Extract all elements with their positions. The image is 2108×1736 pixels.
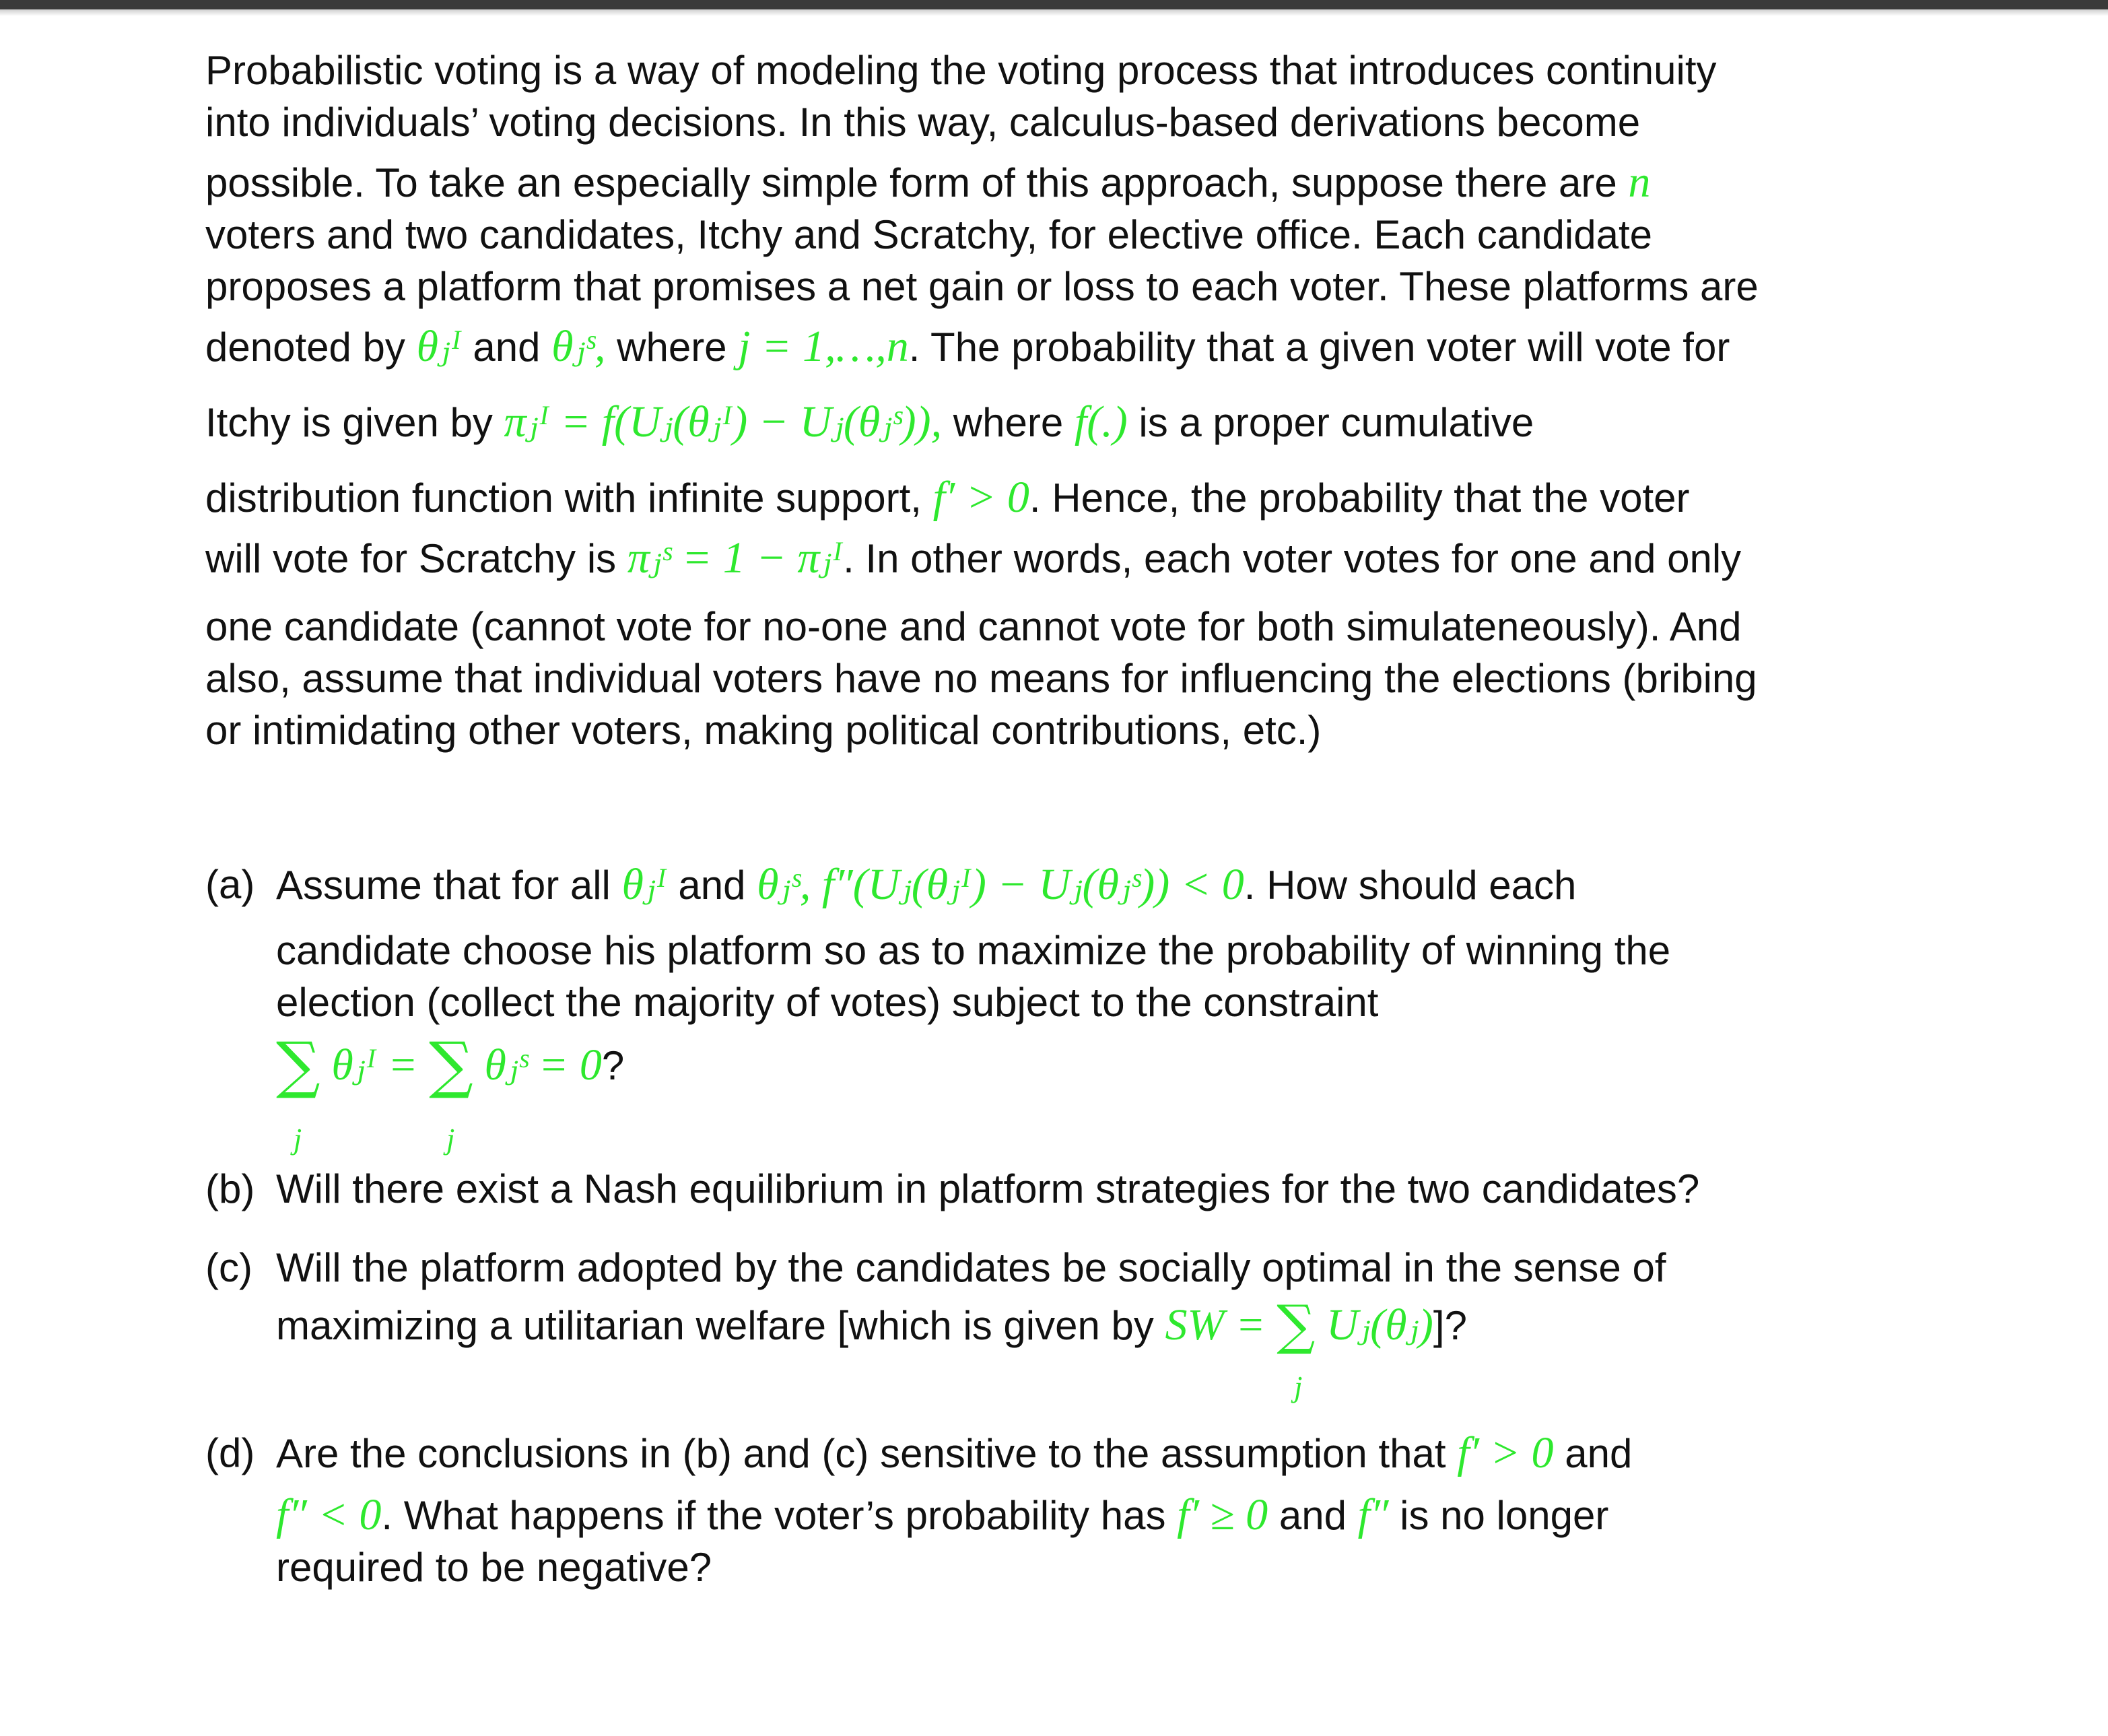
intro-line-8-a: distribution function with infinite support,: [205, 475, 922, 521]
math-utility: Uⱼ(θⱼ): [1326, 1300, 1433, 1349]
question-a-end: ?: [601, 1043, 625, 1088]
sigma-glyph-1: ∑: [276, 1029, 320, 1101]
intro-line-3-text: possible. To take an especially simple form of this approach, suppose there are: [205, 160, 1617, 205]
sum-index-1: j: [294, 1123, 302, 1156]
intro-line-11: also, assume that individual voters have no means for influencing the elections (bribing: [205, 656, 1757, 701]
window-top-bar: [0, 0, 2108, 9]
intro-line-7-b: where: [953, 400, 1064, 445]
math-f-prime-positive: f′ > 0: [932, 473, 1029, 522]
math-j-range: j = 1,…,n: [738, 322, 909, 371]
intro-line-12: or intimidating other voters, making political contributions, etc.): [205, 708, 1322, 753]
intro-paragraph: [205, 44, 1915, 756]
question-d-line-1-a: Are the conclusions in (b) and (c) sensitive to the assumption that: [276, 1431, 1446, 1476]
sum-symbol-2: [429, 1028, 473, 1156]
intro-line-10: one candidate (cannot vote for no-one and cannot vote for both simulateneously). And: [205, 604, 1742, 649]
math-d-f-prime: f′ > 0: [1457, 1428, 1554, 1477]
intro-line-9: [205, 532, 1915, 585]
question-d-line-1-b: and: [1565, 1431, 1633, 1476]
intro-line-2: into individuals’ voting decisions. In this way, calculus-based derivations become: [205, 100, 1641, 145]
question-b-text: Will there exist a Nash equilibrium in platform strategies for the two candidates?: [276, 1166, 1700, 1211]
question-list: [205, 859, 1915, 1620]
sum-symbol-welfare: [1277, 1294, 1316, 1403]
question-a-constraint: [276, 1028, 1915, 1156]
question-c-line-2-a: maximizing a utilitarian welfare [which is given by: [276, 1303, 1154, 1348]
intro-line-7-a: Itchy is given by: [205, 400, 493, 445]
question-b-body: [276, 1163, 1915, 1215]
math-d-f-double-prime: f″ < 0: [276, 1490, 382, 1539]
math-a-theta-i: θⱼᴵ: [621, 860, 667, 909]
question-a-label: (a): [205, 862, 255, 907]
math-prob-itchy: πⱼᴵ = f(Uⱼ(θⱼᴵ) − Uⱼ(θⱼˢ)),: [504, 397, 943, 446]
intro-line-3: [205, 156, 1915, 209]
sum-index-welfare: j: [1294, 1370, 1303, 1403]
math-sw: SW =: [1165, 1300, 1266, 1349]
intro-line-6-a: denoted by: [205, 325, 405, 370]
math-d-f-double-prime-2: f″: [1357, 1490, 1389, 1539]
question-c-line-2: [276, 1294, 1915, 1403]
sum-index-2: j: [446, 1123, 455, 1156]
question-a-line-3: election (collect the majority of votes) subject to the constraint: [276, 980, 1379, 1025]
question-d-line-2-c: is no longer: [1400, 1493, 1609, 1538]
question-a-line-1-b: and: [678, 863, 746, 908]
question-d-line-3: required to be negative?: [276, 1545, 712, 1590]
question-d-line-2: [276, 1489, 1915, 1541]
question-d-label: (d): [205, 1430, 255, 1475]
intro-line-6-c: where: [617, 325, 727, 370]
intro-line-9-a: will vote for Scratchy is: [205, 536, 617, 581]
intro-line-8: [205, 471, 1915, 524]
math-sum-theta-s: θⱼˢ = 0: [484, 1040, 602, 1090]
sigma-glyph-2: ∑: [429, 1029, 473, 1101]
question-c-line-2-b: ]?: [1433, 1303, 1467, 1348]
intro-line-6: [205, 321, 1915, 373]
question-d-body: [276, 1427, 1915, 1593]
question-d-line-1: [276, 1427, 1915, 1479]
question-b: [205, 1163, 1915, 1215]
intro-line-6-b: and: [473, 325, 541, 370]
window-top-bar-shadow: [0, 9, 2108, 16]
question-a-body: [276, 859, 1915, 1156]
question-c: [205, 1242, 1915, 1403]
sum-symbol-1: [276, 1028, 320, 1156]
intro-line-4: voters and two candidates, Itchy and Scratchy, for elective office. Each candidate: [205, 212, 1652, 257]
question-b-label: (b): [205, 1166, 255, 1211]
question-a-line-1: [276, 859, 1915, 911]
intro-line-5: proposes a platform that promises a net gain or loss to each voter. These platforms are: [205, 264, 1759, 309]
question-a-line-1-a: Assume that for all: [276, 863, 611, 908]
math-prob-scratchy: πⱼˢ = 1 − πⱼᴵ: [627, 533, 844, 582]
question-c-label: (c): [205, 1245, 252, 1290]
math-a-second-derivative: θⱼˢ, f″(Uⱼ(θⱼᴵ) − Uⱼ(θⱼˢ)) < 0: [757, 860, 1244, 909]
question-d: [205, 1427, 1915, 1593]
math-d-f-prime-nonneg: f′ ≥ 0: [1177, 1490, 1268, 1539]
intro-line-7: [205, 396, 1915, 448]
question-d-line-2-b: and: [1279, 1493, 1347, 1538]
question-c-line-1: Will the platform adopted by the candidates be socially optimal in the sense of: [276, 1245, 1666, 1290]
math-theta-s: θⱼˢ,: [551, 322, 606, 371]
question-a: [205, 859, 1915, 1156]
question-a-line-1-c: . How should each: [1244, 863, 1577, 908]
question-d-line-2-a: . What happens if the voter’s probability has: [381, 1493, 1166, 1538]
math-sum-theta-i: θⱼᴵ =: [331, 1040, 418, 1090]
intro-line-6-d: . The probability that a given voter will vote for: [908, 325, 1730, 370]
question-c-body: [276, 1242, 1915, 1403]
question-a-line-2: candidate choose his platform so as to maximize the probability of winning the: [276, 928, 1671, 973]
sigma-glyph-welfare: ∑: [1277, 1294, 1316, 1356]
math-f: f(.): [1074, 397, 1128, 446]
math-theta-i: θⱼᴵ: [416, 322, 462, 371]
math-n: n: [1628, 158, 1651, 207]
intro-line-9-b: . In other words, each voter votes for one and only: [843, 536, 1742, 581]
intro-line-8-b: . Hence, the probability that the voter: [1029, 475, 1690, 521]
intro-line-7-c: is a proper cumulative: [1138, 400, 1534, 445]
intro-line-1: Probabilistic voting is a way of modeling the voting process that introduces continuity: [205, 48, 1717, 93]
